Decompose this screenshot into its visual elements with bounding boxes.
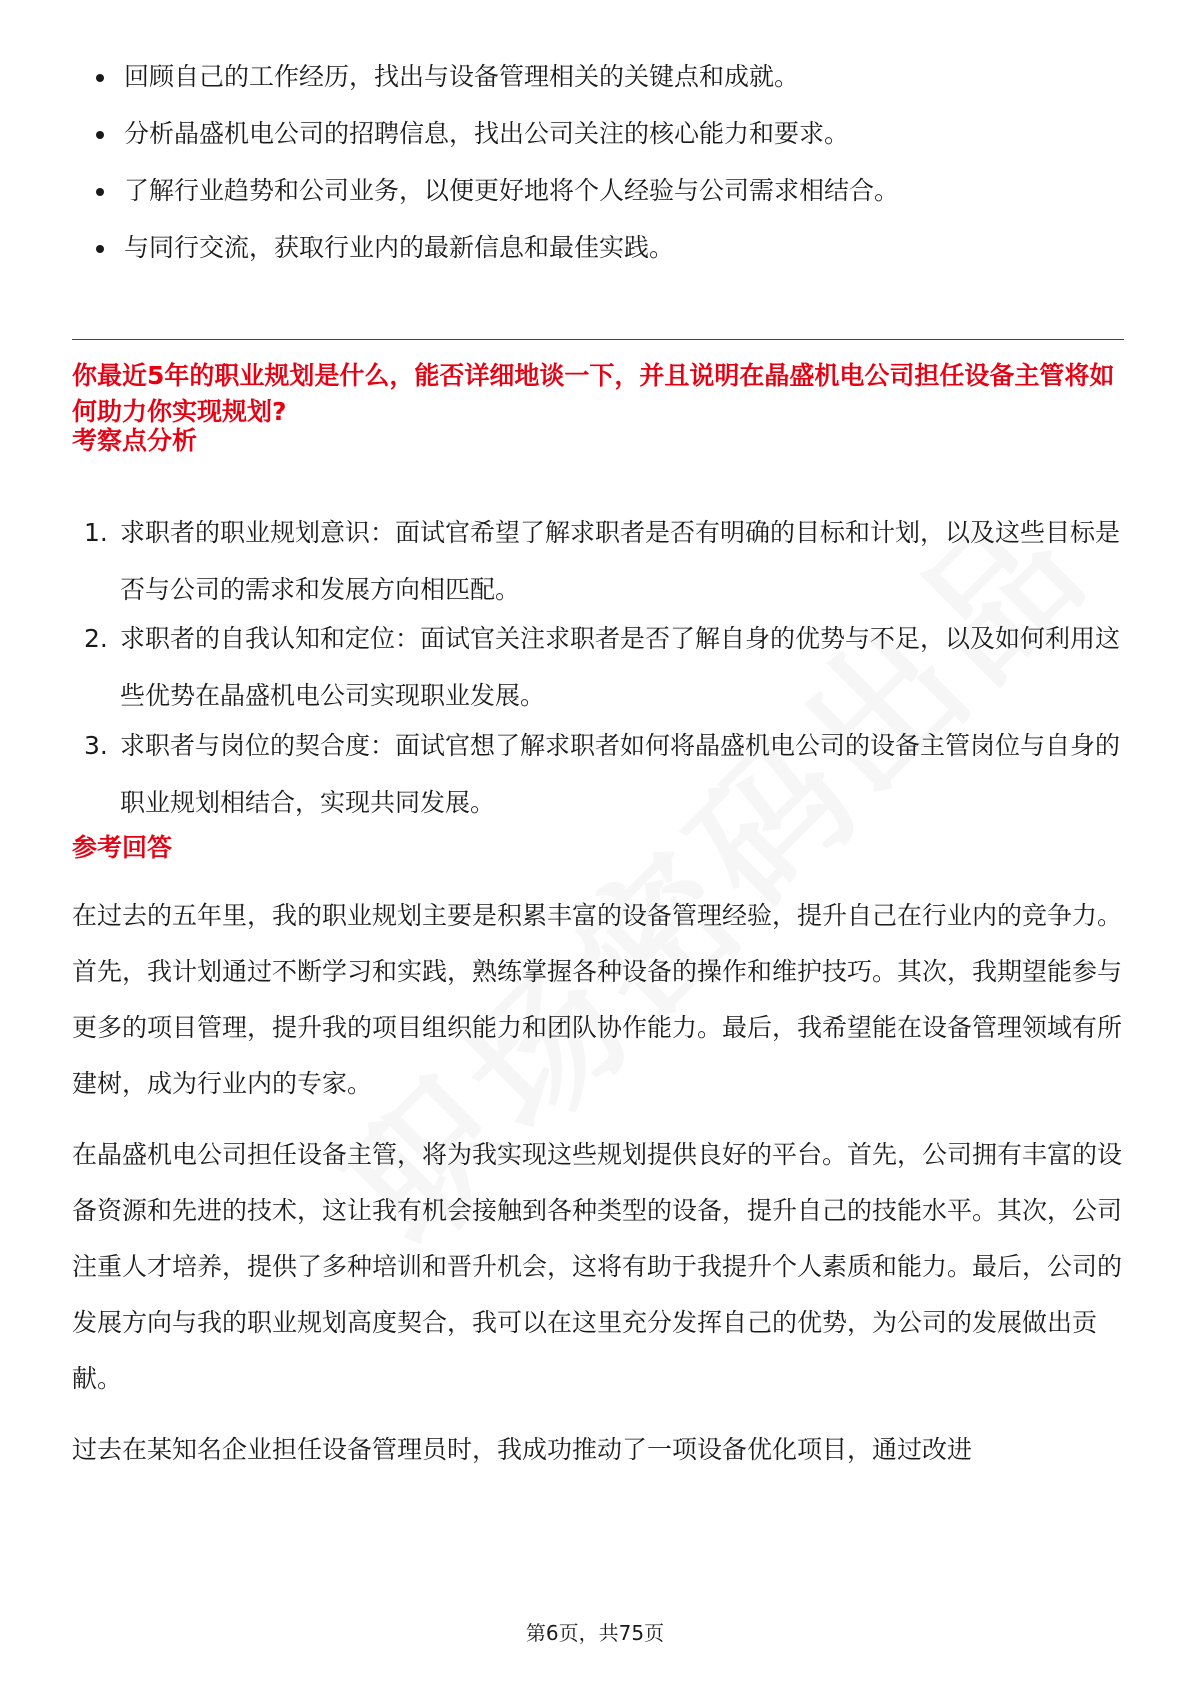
item-number: 2.: [84, 624, 108, 653]
list-item: 与同行交流，获取行业内的最新信息和最佳实践。: [96, 233, 899, 263]
list-item: [84, 610, 1124, 724]
bullet-icon: [96, 245, 104, 253]
page-footer: 第6页，共75页: [525, 1621, 665, 1645]
item-number: 3.: [84, 731, 108, 760]
bullet-icon: [96, 188, 104, 196]
list-item: 回顾自己的工作经历，找出与设备管理相关的关键点和成就。: [96, 62, 899, 92]
answer-paragraph: 过去在某知名企业担任设备管理员时，我成功推动了一项设备优化项目，通过改进: [72, 1435, 973, 1464]
item-text: 求职者的自我认知和定位：面试官关注求职者是否了解自身的优势与不足，以及如何利用这些优势在晶盛机电公司实现职业发展。: [120, 624, 1121, 710]
bullet-icon: [96, 74, 104, 82]
item-text: 求职者的职业规划意识：面试官希望了解求职者是否有明确的目标和计划，以及这些目标是否与公司的需求和发展方向相匹配。: [120, 518, 1121, 604]
answer-heading: 参考回答: [72, 833, 173, 862]
answer-paragraph: 在晶盛机电公司担任设备主管，将为我实现这些规划提供良好的平台。首先，公司拥有丰富的设备资源和先进的技术，这让我有机会接触到各种类型的设备，提升自己的技能水平。其次，公司注重人才培养，提供了多种培训和晋升机会，这将有助于我提升个人素质和能力。最后，公司的发展方向与我的职业规划高度契合，我可以在这里充分发挥自己的优势，为公司的发展做出贡献。: [72, 1140, 1123, 1393]
item-number: 1.: [84, 518, 108, 547]
answer-paragraph: 在过去的五年里，我的职业规划主要是积累丰富的设备管理经验，提升自己在行业内的竞争力。首先，我计划通过不断学习和实践，熟练掌握各种设备的操作和维护技巧。其次，我期望能参与更多的项目管理，提升我的项目组织能力和团队协作能力。最后，我希望能在设备管理领域有所建树，成为行业内的专家。: [72, 901, 1123, 1098]
bullet-icon: [96, 131, 104, 139]
section-divider: [72, 339, 1124, 340]
tips-list: [96, 62, 899, 290]
list-item: [84, 504, 1124, 618]
question-title: 你最近5年的职业规划是什么，能否详细地谈一下，并且说明在晶盛机电公司担任设备主管将如何助力你实现规划?: [72, 361, 1115, 426]
list-item: 分析晶盛机电公司的招聘信息，找出公司关注的核心能力和要求。: [96, 119, 899, 149]
list-item: 了解行业趋势和公司业务，以便更好地将个人经验与公司需求相结合。: [96, 176, 899, 206]
item-text: 求职者与岗位的契合度：面试官想了解求职者如何将晶盛机电公司的设备主管岗位与自身的职业规划相结合，实现共同发展。: [120, 731, 1121, 817]
analysis-heading: 考察点分析: [72, 426, 198, 455]
list-item: [84, 717, 1124, 831]
